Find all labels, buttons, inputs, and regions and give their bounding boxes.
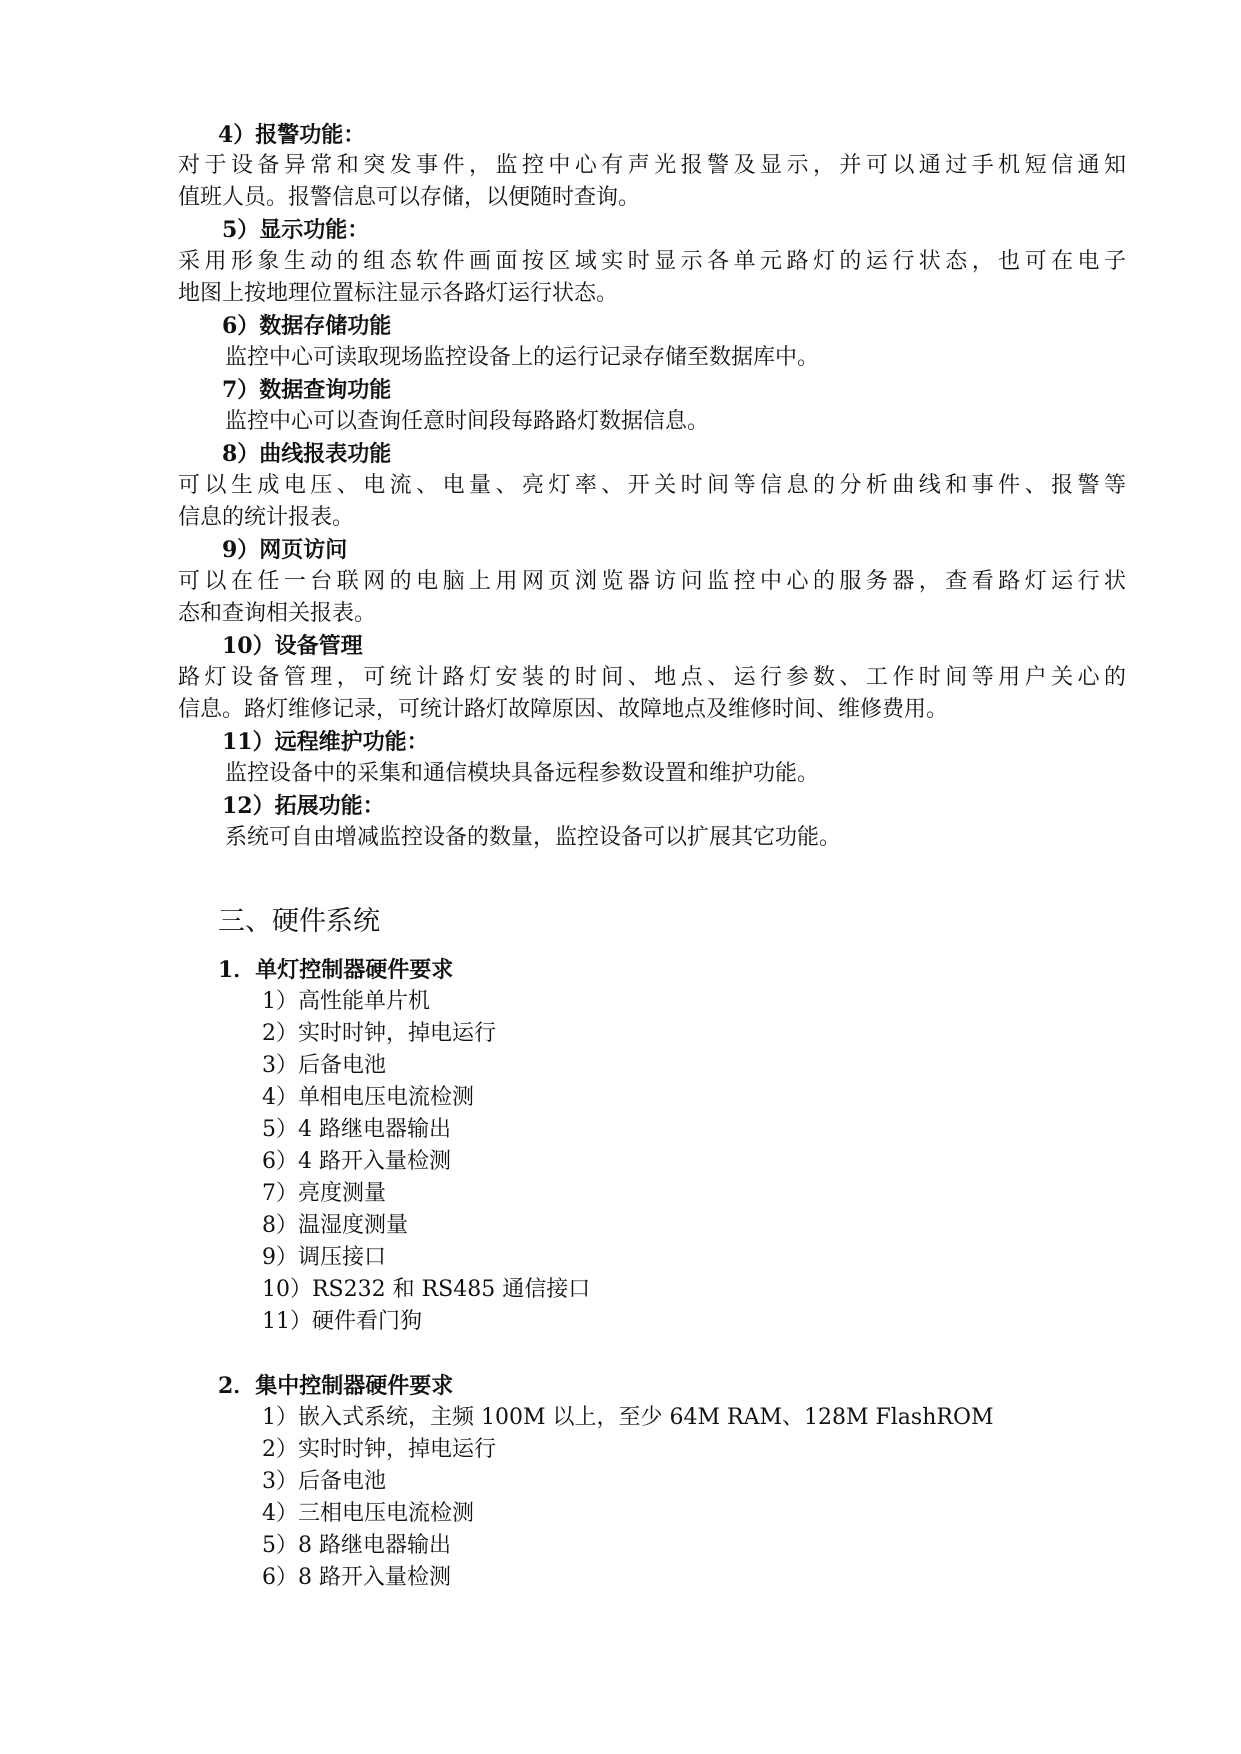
item-title: 4）报警功能： (218, 122, 366, 148)
list-item: 5）8 路继电器输出 (262, 1533, 451, 1558)
item-text: 采用形象生动的组态软件画面按区域实时显示各单元路灯的运行状态，也可在电子 (178, 249, 1126, 274)
item-text: 地图上按地理位置标注显示各路灯运行状态。 (178, 281, 619, 306)
list-item: 10）RS232 和 RS485 通信接口 (262, 1277, 591, 1302)
list-item: 2）实时时钟，掉电运行 (262, 1437, 496, 1462)
item-title: 10）设备管理 (222, 633, 363, 659)
list-item: 7）亮度测量 (262, 1181, 386, 1206)
item-title: 5）显示功能： (222, 217, 370, 243)
list-item: 1）嵌入式系统，主频 100M 以上，至少 64M RAM、128M FlashROM (262, 1405, 994, 1430)
list-item: 9）调压接口 (262, 1245, 386, 1270)
item-text: 可以生成电压、电流、电量、亮灯率、开关时间等信息的分析曲线和事件、报警等 (178, 473, 1126, 498)
item-text: 监控中心可读取现场监控设备上的运行记录存储至数据库中。 (225, 345, 820, 370)
subsection-title: 2．集中控制器硬件要求 (218, 1373, 454, 1399)
list-item: 6）8 路开入量检测 (262, 1565, 451, 1590)
item-text: 系统可自由增减监控设备的数量，监控设备可以扩展其它功能。 (225, 825, 842, 850)
item-title: 8）曲线报表功能 (222, 441, 392, 467)
item-text: 监控中心可以查询任意时间段每路路灯数据信息。 (225, 409, 710, 434)
list-item: 8）温湿度测量 (262, 1213, 408, 1238)
list-item: 1）高性能单片机 (262, 989, 430, 1014)
item-title: 7）数据查询功能 (222, 377, 392, 403)
list-item: 3）后备电池 (262, 1469, 386, 1494)
item-title: 6）数据存储功能 (222, 313, 392, 339)
item-text: 路灯设备管理，可统计路灯安装的时间、地点、运行参数、工作时间等用户关心的 (178, 665, 1126, 690)
item-text: 态和查询相关报表。 (178, 601, 377, 626)
list-item: 4）单相电压电流检测 (262, 1085, 474, 1110)
item-text: 信息。路灯维修记录，可统计路灯故障原因、故障地点及维修时间、维修费用。 (178, 697, 949, 722)
list-item: 4）三相电压电流检测 (262, 1501, 474, 1526)
item-text: 值班人员。报警信息可以存储，以便随时查询。 (178, 185, 641, 210)
item-text: 对于设备异常和突发事件，监控中心有声光报警及显示，并可以通过手机短信通知 (178, 153, 1126, 178)
item-text: 可以在任一台联网的电脑上用网页浏览器访问监控中心的服务器，查看路灯运行状 (178, 569, 1126, 594)
subsection-title: 1．单灯控制器硬件要求 (218, 957, 454, 983)
list-item: 3）后备电池 (262, 1053, 386, 1078)
item-title: 9）网页访问 (222, 537, 348, 563)
list-item: 2）实时时钟，掉电运行 (262, 1021, 496, 1046)
section-heading: 三、硬件系统 (218, 906, 380, 937)
item-title: 12）拓展功能： (222, 793, 385, 819)
item-title: 11）远程维护功能： (222, 729, 429, 755)
list-item: 5）4 路继电器输出 (262, 1117, 451, 1142)
item-text: 监控设备中的采集和通信模块具备远程参数设置和维护功能。 (225, 761, 820, 786)
list-item: 11）硬件看门狗 (262, 1309, 422, 1334)
list-item: 6）4 路开入量检测 (262, 1149, 451, 1174)
item-text: 信息的统计报表。 (178, 505, 355, 530)
